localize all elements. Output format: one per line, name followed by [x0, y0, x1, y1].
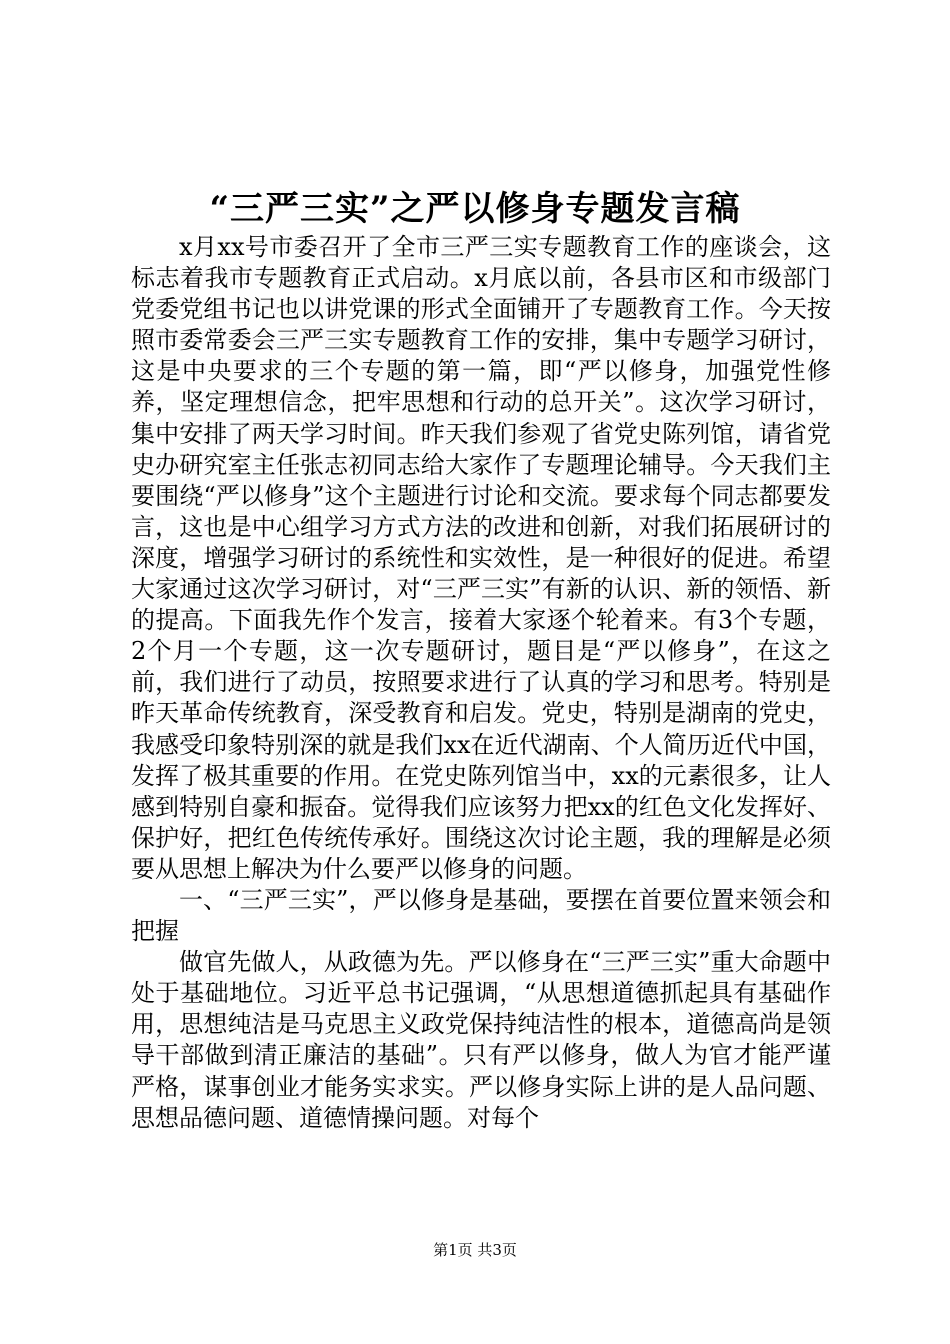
paragraph-section-heading: 一、“三严三实”，严以修身是基础，要摆在首要位置来领会和把握	[131, 885, 831, 946]
paragraph-intro: x月xx号市委召开了全市三严三实专题教育工作的座谈会，这标志着我市专题教育正式启动。x月底以前，各县市区和市级部门党委党组书记也以讲党课的形式全面铺开了专题教育工作。今天按照市委常委会三严三实专题教育工作的安排，集中专题学习研讨，这是中央要求的三个专题的第一篇，即“严以修身，加强党性修养，坚定理想信念，把牢思想和行动的总开关”。这次学习研讨，集中安排了两天学习时间。昨天我们参观了省党史陈列馆，请省党史办研究室主任张志初同志给大家作了专题理论辅导。今天我们主要围绕“严以修身”这个主题进行讨论和交流。要求每个同志都要发言，这也是中心组学习方式方法的改进和创新，对我们拓展研讨的深度，增强学习研讨的系统性和实效性，是一种很好的促进。希望大家通过这次学习研讨，对“三严三实”有新的认识、新的领悟、新的提高。下面我先作个发言，接着大家逐个轮着来。有3个专题，2个月一个专题，这一次专题研讨，题目是“严以修身”，在这之前，我们进行了动员，按照要求进行了认真的学习和思考。特别是昨天革命传统教育，深受教育和启发。党史，特别是湖南的党史，我感受印象特别深的就是我们xx在近代湖南、个人简历近代中国，发挥了极其重要的作用。在党史陈列馆当中，xx的元素很多，让人感到特别自豪和振奋。觉得我们应该努力把xx的红色文化发挥好、保护好，把红色传统传承好。围绕这次讨论主题，我的理解是必须要从思想上解决为什么要严以修身的问题。	[131, 233, 831, 883]
page-footer: 第1页 共3页	[433, 1241, 517, 1259]
document-body	[131, 232, 831, 1134]
document-title: “三严三实”之严以修身专题发言稿	[209, 189, 741, 229]
paragraph-section-body: 做官先做人，从政德为先。严以修身在“三严三实”重大命题中处于基础地位。习近平总书记强调，“从思想道德抓起具有基础作用，思想纯洁是马克思主义政党保持纯洁性的根本，道德高尚是领导干部做到清正廉洁的基础”。只有严以修身，做人为官才能严谨严格，谋事创业才能务实求实。严以修身实际上讲的是人品问题、思想品德问题、道德情操问题。对每个	[131, 948, 831, 1132]
